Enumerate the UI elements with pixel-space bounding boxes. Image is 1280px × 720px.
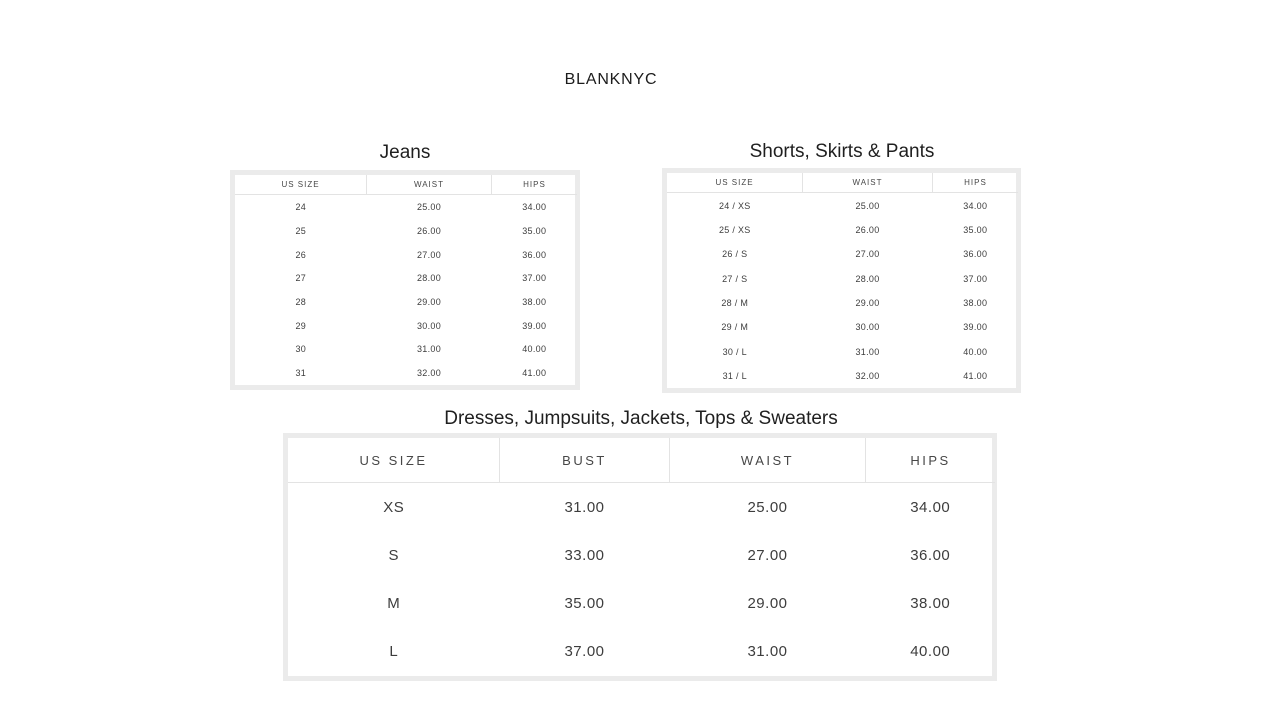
table-cell: 36.00: [963, 249, 988, 260]
shorts-skirts-pants-size-table: [662, 168, 1021, 393]
column-header: WAIST: [367, 175, 492, 195]
column-header: US SIZE: [288, 438, 500, 483]
table-cell: XS: [383, 498, 405, 516]
table-cell: 27: [295, 273, 307, 284]
table-cell: 37.00: [963, 273, 988, 284]
jeans-table-title: Jeans: [379, 142, 431, 163]
table-cell: 30 / L: [722, 346, 747, 357]
table-cell: 40.00: [522, 344, 547, 355]
table-row: [667, 291, 1018, 315]
table-cell: 25 / XS: [718, 225, 751, 236]
table-cell: 36.00: [522, 249, 547, 260]
table-row: [667, 242, 1018, 266]
table-row: [235, 338, 577, 362]
table-cell: 28: [295, 297, 307, 308]
table-row: [288, 580, 995, 628]
shorts-skirts-pants-table-title: Shorts, Skirts & Pants: [749, 141, 935, 162]
table-cell: 24: [295, 202, 307, 213]
table-cell: 37.00: [522, 273, 547, 284]
table-row: [235, 361, 577, 385]
table-cell: 26 / S: [722, 249, 748, 260]
column-header: HIPS: [492, 175, 578, 195]
jeans-table: [235, 175, 577, 385]
table-cell: 26: [295, 249, 307, 260]
table-cell: 30.00: [855, 322, 880, 333]
table-cell: 32.00: [416, 368, 442, 379]
table-row: [235, 267, 577, 291]
header-row: [667, 173, 1018, 193]
table-cell: 40.00: [963, 346, 988, 357]
table-row: [667, 218, 1018, 242]
table-row: [235, 314, 577, 338]
table-row: [667, 364, 1018, 388]
table-cell: 28.00: [416, 273, 442, 284]
table-cell: 31: [295, 368, 307, 379]
table-cell: 31.00: [747, 643, 788, 661]
dresses-jumpsuits-jackets-tops-sweaters-table: [288, 438, 995, 676]
table-cell: 29 / M: [721, 322, 749, 333]
jeans-size-table: [230, 170, 580, 390]
column-header: HIPS: [866, 438, 996, 483]
table-cell: 34.00: [910, 498, 951, 516]
header-row: [235, 175, 577, 195]
table-cell: 30.00: [416, 320, 442, 331]
table-cell: 35.00: [963, 225, 988, 236]
table-cell: S: [388, 547, 399, 565]
table-cell: 27.00: [416, 249, 442, 260]
table-cell: M: [387, 595, 401, 613]
table-cell: 27.00: [855, 249, 880, 260]
table-cell: 25.00: [855, 200, 880, 211]
table-cell: 34.00: [522, 202, 547, 213]
table-cell: 31.00: [855, 346, 880, 357]
table-cell: 31 / L: [722, 370, 747, 381]
table-cell: 27 / S: [722, 273, 748, 284]
table-cell: 39.00: [522, 320, 547, 331]
table-cell: 29.00: [416, 297, 442, 308]
column-header: US SIZE: [667, 173, 803, 193]
column-header: WAIST: [803, 173, 933, 193]
table-cell: 26.00: [416, 226, 442, 237]
table-cell: 25.00: [747, 498, 788, 516]
table-cell: 31.00: [564, 498, 605, 516]
table-cell: 34.00: [963, 200, 988, 211]
dresses-jumpsuits-jackets-tops-sweaters-size-table: [283, 433, 997, 681]
table-cell: 29: [295, 320, 307, 331]
table-cell: 38.00: [963, 297, 988, 308]
table-cell: 24 / XS: [718, 200, 751, 211]
column-header: US SIZE: [235, 175, 367, 195]
table-cell: 38.00: [522, 297, 547, 308]
table-cell: 41.00: [963, 370, 988, 381]
table-row: [235, 219, 577, 243]
table-row: [288, 628, 995, 676]
table-row: [667, 339, 1018, 363]
table-cell: 41.00: [522, 368, 547, 379]
table-cell: 28 / M: [721, 297, 749, 308]
table-cell: 31.00: [416, 344, 442, 355]
table-row: [667, 315, 1018, 339]
column-header: HIPS: [933, 173, 1019, 193]
table-row: [235, 195, 577, 220]
brand-title: BLANKNYC: [564, 71, 658, 88]
column-header: WAIST: [670, 438, 866, 483]
table-cell: 35.00: [522, 226, 547, 237]
table-cell: 40.00: [910, 643, 951, 661]
table-cell: 25.00: [416, 202, 442, 213]
header-row: [288, 438, 995, 483]
table-cell: 39.00: [963, 322, 988, 333]
table-cell: 28.00: [855, 273, 880, 284]
table-cell: 37.00: [564, 643, 605, 661]
table-row: [667, 267, 1018, 291]
table-cell: 29.00: [747, 595, 788, 613]
table-cell: 36.00: [910, 547, 951, 565]
table-cell: 38.00: [910, 595, 951, 613]
dresses-jumpsuits-jackets-tops-sweaters-table-title: Dresses, Jumpsuits, Jackets, Tops & Sweaters: [444, 408, 838, 429]
column-header: BUST: [500, 438, 670, 483]
table-cell: 32.00: [855, 370, 880, 381]
table-row: [235, 290, 577, 314]
table-cell: 35.00: [564, 595, 605, 613]
table-cell: 30: [295, 344, 307, 355]
table-cell: 27.00: [747, 547, 788, 565]
table-cell: 26.00: [855, 225, 880, 236]
table-row: [288, 532, 995, 580]
table-cell: 33.00: [564, 547, 605, 565]
table-cell: 29.00: [855, 297, 880, 308]
table-cell: L: [389, 643, 399, 661]
table-row: [667, 193, 1018, 219]
table-row: [288, 483, 995, 532]
shorts-skirts-pants-table: [667, 173, 1018, 388]
table-row: [235, 243, 577, 267]
table-cell: 25: [295, 226, 307, 237]
